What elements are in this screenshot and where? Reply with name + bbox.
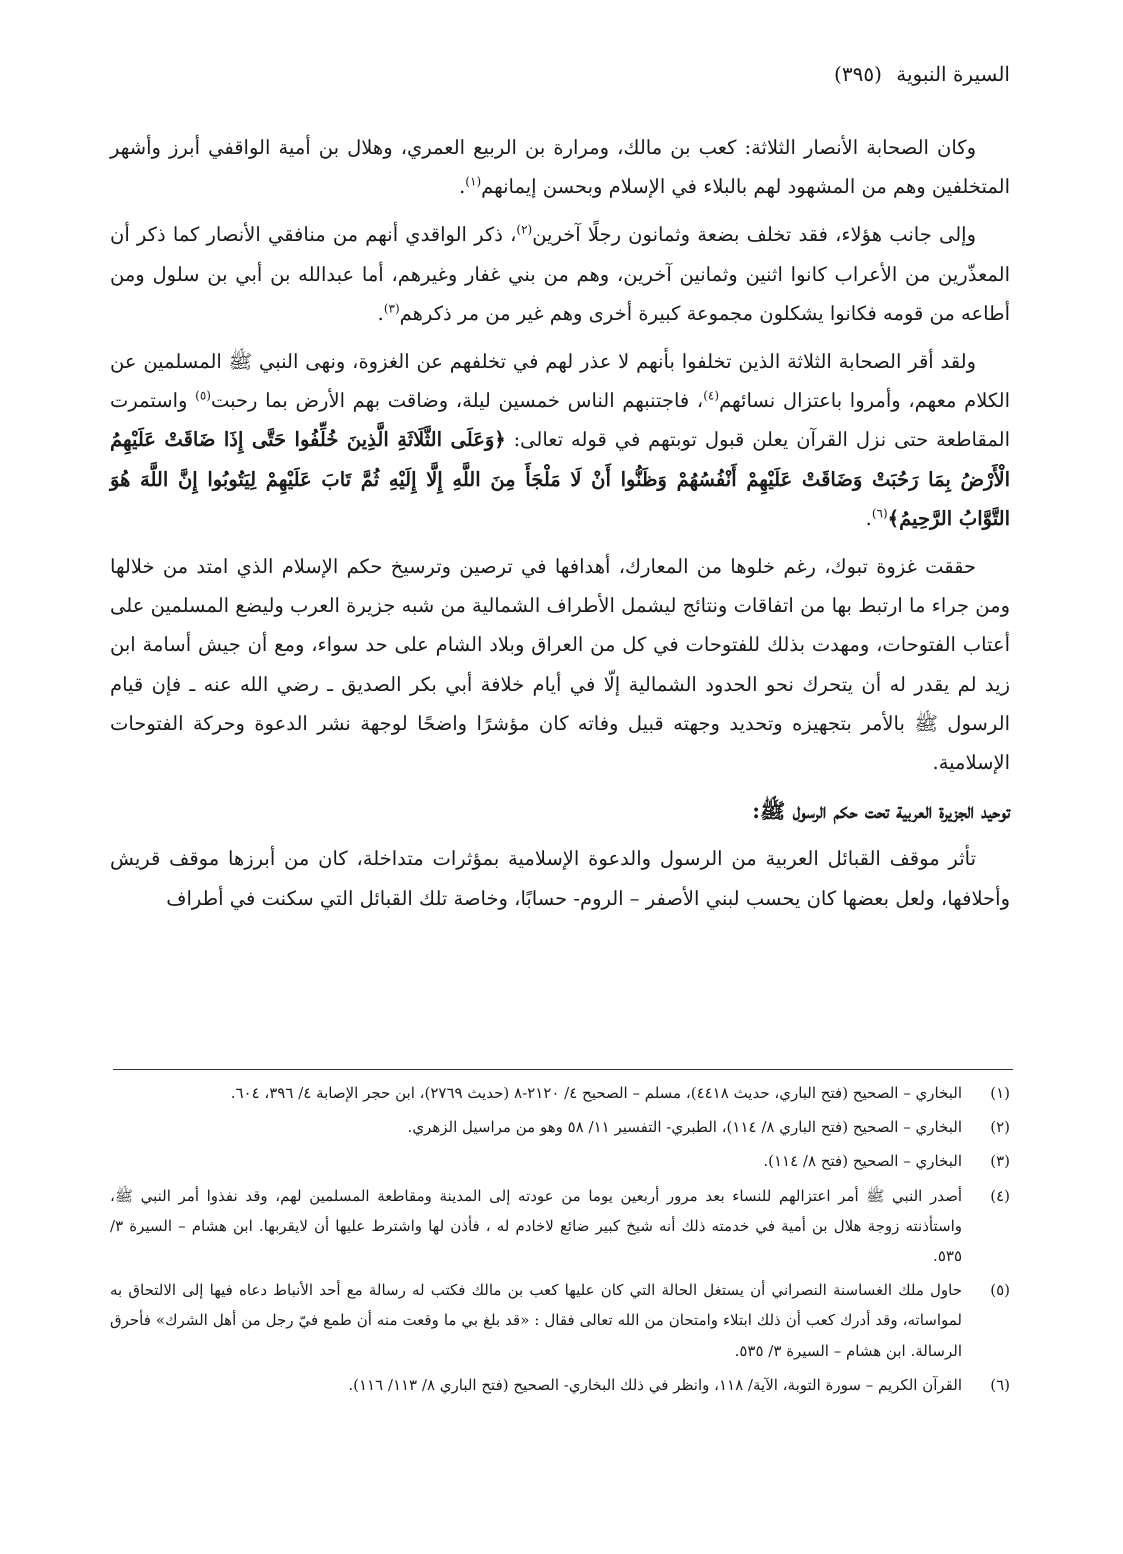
footnote: [110, 1275, 1010, 1366]
paragraph: [110, 215, 1010, 333]
footnote: [110, 1078, 1010, 1108]
footnote-ref: (٦): [871, 506, 888, 521]
running-header: [710, 62, 1010, 86]
footnote-ref: (٢): [516, 222, 533, 237]
footnote-number: (٢): [990, 1118, 1010, 1137]
paragraph-text: وإلى جانب هؤلاء، فقد تخلف بضعة وثمانون رجلًا آخرين: [532, 223, 976, 247]
paragraph: [110, 342, 1010, 538]
paragraph-text: وكان الصحابة الأنصار الثلاثة: كعب بن مالك، ومرارة بن الربيع العمري، وهلال بن أمية الواقفي أبرز وأشهر المتخلفين وهم من المشهود لهم بالبلاء في الإسلام وبحسن إيمانهم: [110, 136, 1010, 199]
footnote-ref: (٥): [195, 388, 211, 403]
footnote-text: حاول ملك الغساسنة النصراني أن يستغل الحالة التي كان عليها كعب بن مالك فكتب له رسالة مع أحد الأنباط دعاه فيها إلى الالتحاق به لمواساته، وقد أدرك كعب أن ذلك ابتلاء وامتحان من الله تعالى فقال : «قد بلغ بي ما وقعت منه أن طمع فيّ رجل من أهل الشرك» فأحرق الرسالة. ابن هشام – السيرة ٣/ ٥٣٥.: [110, 1281, 962, 1360]
paragraph-text: ولقد أقر الصحابة الثلاثة الذين تخلفوا بأنهم لا عذر لهم في تخلفهم عن الغزوة، ونهى النبي ﷺ المسلمين عن الكلام معهم، وأمروا باعتزال نسائهم: [110, 350, 1010, 413]
footnote-number: (١): [990, 1084, 1010, 1102]
footnote: [110, 1112, 1010, 1142]
paragraph-text: ، ذكر الواقدي أنهم من منافقي الأنصار كما ذكر أن المعذّرين من الأعراب كانوا اثنين وثمانين آخرين، وهم من بني غفار وغيرهم، أما عبدالله بن أبي بن سلول ومن أطاعه من قومه فكانوا يشكلون مجموعة كبيرة أخرى وهم غير من مر ذكرهم: [110, 223, 1010, 325]
footnote-ref: (٤): [703, 388, 720, 403]
paragraph: حققت غزوة تبوك، رغم خلوها من المعارك، أهدافها في ترصين وترسيخ حكم الإسلام الذي امتد من خلالها ومن جراء ما ارتبط بها من اتفاقات ونتائج ليشمل الأطراف الشمالية من شبه جزيرة العرب وليضع المسلمين على أعتاب الفتوحات، ومهدت بذلك للفتوحات في كل من العراق وبلاد الشام على حد سواء، ومع أن جيش أسامة ابن زيد لم يقدر له أن يتحرك نحو الحدود الشمالية إلّا في أيام خلافة أبي بكر الصديق ـ رضي الله عنه ـ فإن قيام الرسول ﷺ بالأمر بتجهيزه وتحديد وجهته قبيل وفاته كان مؤشرًا واضحًا لوجهة نشر الدعوة وحركة الفتوحات الإسلامية.: [110, 555, 1010, 775]
footnote: [110, 1370, 1010, 1400]
main-text: [110, 128, 1010, 927]
footnote: [110, 1181, 1010, 1272]
footnote-number: (٣): [990, 1152, 1010, 1171]
footnote-text: البخاري – الصحيح (فتح الباري ٨/ ١١٤)، الطبري- التفسير ١١/ ٥٨ وهو من مراسيل الزهري.: [407, 1118, 962, 1137]
paragraph-text: .: [377, 301, 384, 325]
footnote-text: القرآن الكريم – سورة التوبة، الآية/ ١١٨، وانظر في ذلك البخاري- الصحيح (فتح الباري ٨/ ١١٣/ ١١٦).: [348, 1375, 962, 1394]
footnote-text: البخاري – الصحيح (فتح الباري، حديث ٤٤١٨)، مسلم – الصحيح ٤/ ٢١٢٠-٨ (حديث ٢٧٦٩)، ابن حجر الإصابة ٤/ ٣٩٦، ٦٠٤.: [230, 1084, 962, 1102]
footnote-ref: (٣): [383, 301, 400, 316]
footnote-number: (٤): [990, 1186, 1010, 1205]
footnote: [110, 1146, 1010, 1176]
footnote-divider: [113, 1069, 1013, 1070]
footnote-number: (٦): [990, 1375, 1010, 1394]
paragraph: تأثر موقف القبائل العربية من الرسول والدعوة الإسلامية بمؤثرات متداخلة، كان من أبرزها موقف قريش وأحلافها، ولعل بعضها كان يحسب لبني الأصفر – الروم- حسابًا، وخاصة تلك القبائل التي سكنت في أطراف: [110, 847, 1010, 910]
footnote-number: (٥): [990, 1281, 1010, 1300]
section-heading: توحيد الجزيرة العربية تحت حكم الرسول ﷺ:: [752, 798, 1010, 824]
paragraph-text: واستمرت المقاطعة حتى نزل القرآن يعلن قبول توبتهم في قوله تعالى:: [110, 389, 1010, 452]
paragraph-text: .: [459, 175, 466, 199]
paragraph-text: .: [865, 506, 872, 530]
footnote-ref: (١): [465, 174, 482, 189]
paragraph: [110, 128, 1010, 206]
footnote-text: البخاري – الصحيح (فتح ٨/ ١١٤).: [763, 1152, 962, 1171]
quran-verse: ﴿وَعَلَى الثَّلَاثَةِ الَّذِينَ خُلِّفُوا حَتَّى إِذَا ضَاقَتْ عَلَيْهِمُ الْأَرْضُ بِمَا رَحُبَتْ وَضَاقَتْ عَلَيْهِمْ أَنْفُسُهُمْ وَظَنُّوا أَنْ لَا مَلْجَأَ مِنَ اللَّهِ إِلَّا إِلَيْهِ ثُمَّ تَابَ عَلَيْهِمْ لِيَتُوبُوا إِنَّ اللَّهَ هُوَ التَّوَّابُ الرَّحِيمُ﴾: [110, 428, 1010, 530]
book-title: السيرة النبوية: [896, 62, 1010, 86]
paragraph-text: ، فاجتنبهم الناس خمسين ليلة، وضاقت بهم الأرض بما رحبت: [210, 389, 704, 413]
footnotes: [110, 1078, 1010, 1404]
page-number: (٣٩٥): [834, 62, 882, 86]
footnote-text: أصدر النبي ﷺ أمر اعتزالهم للنساء بعد مرور أربعين يوما من عودته إلى المدينة ومقاطعة المسلمين لهم، وقد نفذوا أمر النبي ﷺ، واستأذنته زوجة هلال بن أمية في خدمته ذلك أنه شيخ كبير ضائع لاخادم له ، فأذن لها واشترط عليها أن لايقربها. ابن هشام – السيرة ٣/ ٥٣٥.: [110, 1186, 962, 1266]
